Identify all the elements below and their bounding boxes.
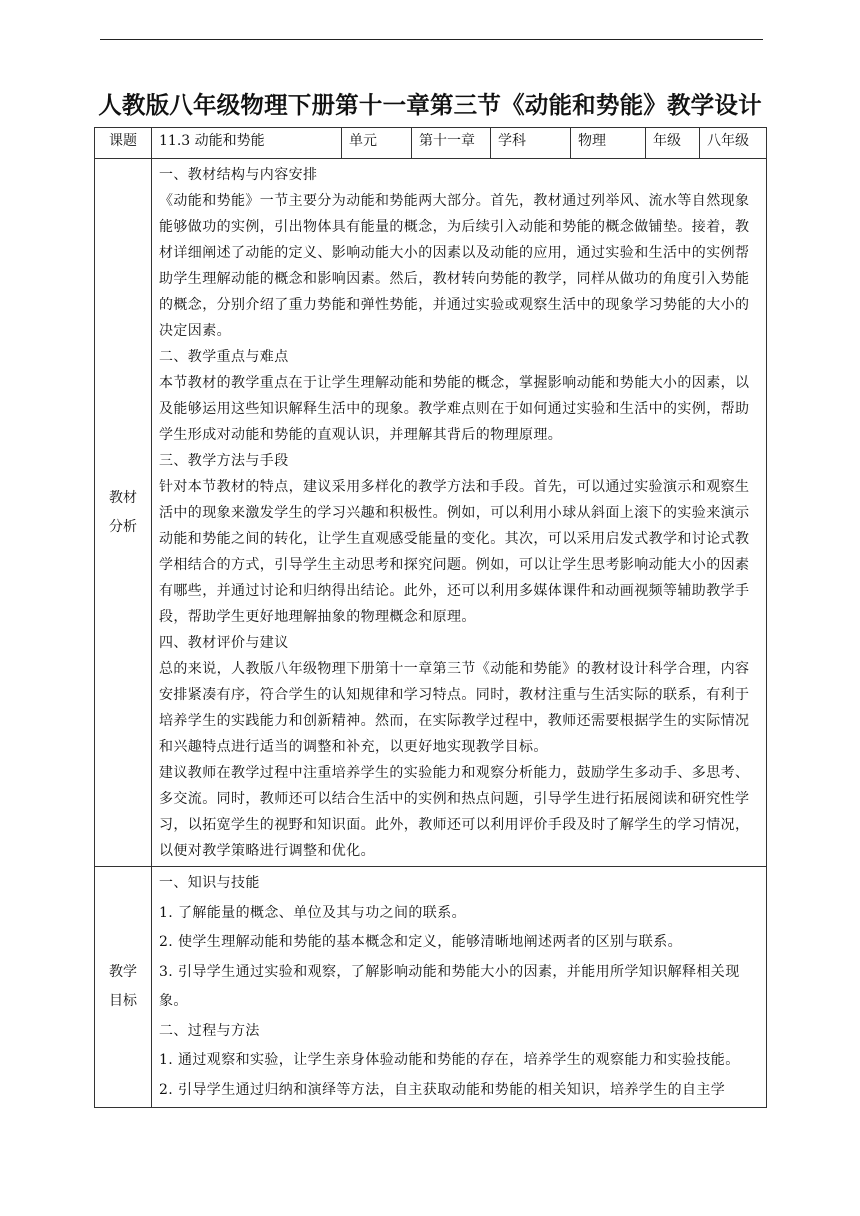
document-title: 人教版八年级物理下册第十一章第三节《动能和势能》教学设计 [98,91,762,119]
goals-content [152,867,767,1108]
goals-item-3: 3. 引导学生通过实验和观察，了解影响动能和势能大小的因素，并能用所学知识解释相关现象。 [159,963,740,1009]
goals-item-2: 2. 使学生理解动能和势能的基本概念和定义，能够清晰地阐述两者的区别与联系。 [159,934,683,950]
goals-heading-1: 一、知识与技能 [159,875,260,891]
analysis-paragraph-4: 总的来说，人教版八年级物理下册第十一章第三节《动能和势能》的教材设计科学合理，内容安排紧凑有序，符合学生的认知规律和学习特点。同时，教材注重与生活实际的联系，有利于培养学生的实践能力和创新精神。然而，在实际教学过程中，教师还需要根据学生的实际情况和兴趣特点进行适当的调整和补充，以更好地实现教学目标。 [159,661,750,755]
analysis-label-line2: 分析 [109,518,137,535]
goals-label [95,867,152,1108]
goals-label-line1: 教学 [109,964,137,980]
analysis-content [152,159,767,867]
analysis-heading-1: 一、教材结构与内容安排 [159,167,318,183]
lesson-plan-table [94,127,767,1108]
analysis-heading-3: 三、教学方法与手段 [159,453,289,469]
analysis-heading-2: 二、教学重点与难点 [159,349,289,365]
goals-row [95,867,767,1108]
analysis-paragraph-5: 建议教师在教学过程中注重培养学生的实验能力和观察分析能力，鼓励学生多动手、多思考、多交流。同时，教师还可以结合生活中的实例和热点问题，引导学生进行拓展阅读和研究性学习，以拓宽学生的视野和知识面。此外，教师还可以利用评价手段及时了解学生的学习情况，以便对教学策略进行调整和优化。 [159,765,750,859]
analysis-label [95,159,152,867]
analysis-row [95,159,767,867]
analysis-heading-4: 四、教材评价与建议 [159,635,289,651]
analysis-paragraph-1: 《动能和势能》一节主要分为动能和势能两大部分。首先，教材通过列举风、流水等自然现象能够做功的实例，引出物体具有能量的概念，为后续引入动能和势能的概念做铺垫。接着，教材详细阐述了动能的定义、影响动能大小的因素以及动能的应用，通过实验和生活中的实例帮助学生理解动能的概念和影响因素。然后，教材转向势能的教学，同样从做功的角度引入势能的概念，分别介绍了重力势能和弹性势能，并通过实验或观察生活中的现象学习势能的大小的决定因素。 [159,193,750,339]
subject-value: 物理 [571,128,646,159]
goals-item-4: 1. 通过观察和实验，让学生亲身体验动能和势能的存在，培养学生的观察能力和实验技能。 [159,1052,740,1068]
goals-item-1: 1. 了解能量的概念、单位及其与功之间的联系。 [159,904,467,921]
header-rule [100,39,763,40]
goals-label-line2: 目标 [109,993,137,1009]
grade-value: 八年级 [700,128,767,159]
analysis-label-line1: 教材 [109,489,137,506]
unit-label: 单元 [342,128,412,159]
info-row [95,128,767,159]
grade-label: 年级 [646,128,700,159]
analysis-paragraph-3: 针对本节教材的特点，建议采用多样化的教学方法和手段。首先，可以通过实验演示和观察生活中的现象来激发学生的学习兴趣和积极性。例如，可以利用小球从斜面上滚下的实验来演示动能和势能之间的转化，让学生直观感受能量的变化。其次，可以采用启发式教学和讨论式教学相结合的方式，引导学生主动思考和探究问题。例如，可以让学生思考影响动能大小的因素有哪些，并通过讨论和归纳得出结论。此外，还可以利用多媒体课件和动画视频等辅助教学手段，帮助学生更好地理解抽象的物理概念和原理。 [159,479,750,625]
topic-value: 11.3 动能和势能 [152,128,342,159]
topic-label: 课题 [95,128,152,159]
unit-value: 第十一章 [412,128,491,159]
analysis-paragraph-2: 本节教材的教学重点在于让学生理解动能和势能的概念，掌握影响动能和势能大小的因素，以及能够运用这些知识解释生活中的现象。教学难点则在于如何通过实验和生活中的实例，帮助学生形成对动能和势能的直观认识，并理解其背后的物理原理。 [159,375,750,443]
goals-item-5: 2. 引导学生通过归纳和演绎等方法，自主获取动能和势能的相关知识，培养学生的自主学 [159,1081,726,1098]
goals-heading-2: 二、过程与方法 [159,1022,260,1039]
subject-label: 学科 [491,128,571,159]
